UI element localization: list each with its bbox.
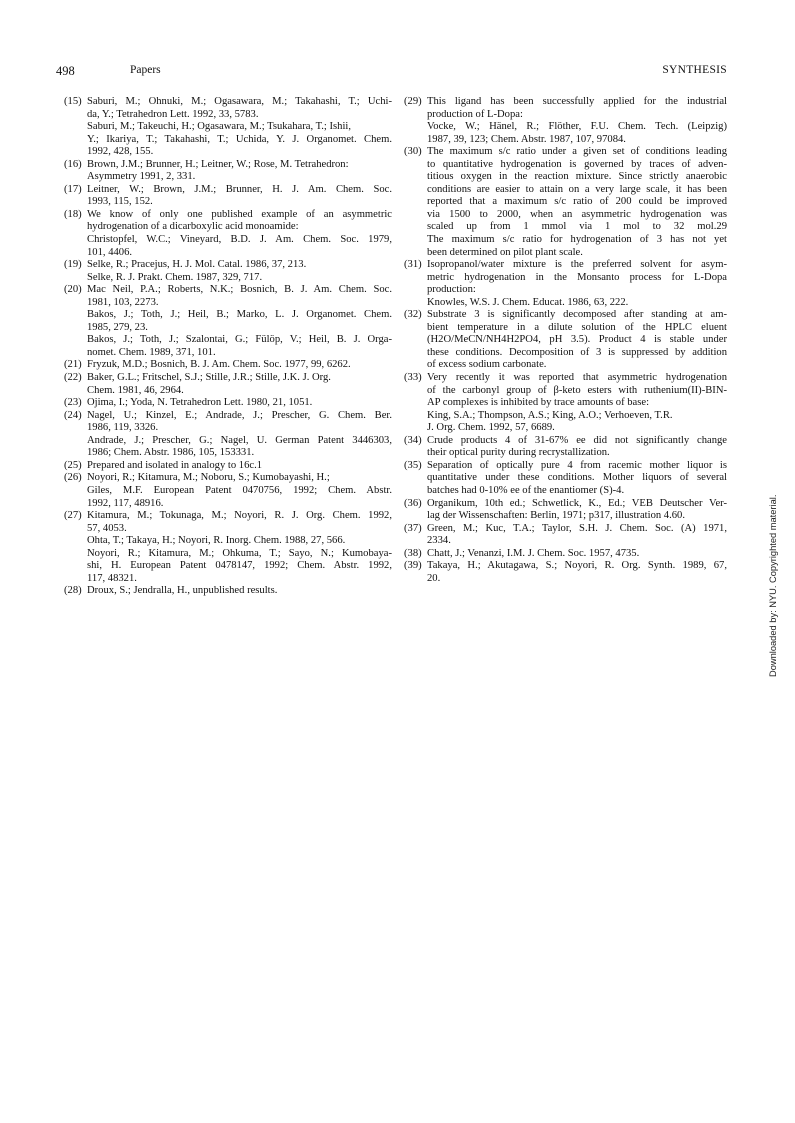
reference-number: (38)	[404, 547, 422, 559]
reference-text	[87, 96, 392, 159]
reference-line: of the carbonyl group of β-keto esters with ruthenium(II)-BIN-	[427, 384, 727, 396]
reference-text	[87, 359, 392, 372]
reference-text	[427, 560, 727, 585]
reference-entry	[64, 410, 392, 460]
reference-entry	[404, 146, 727, 259]
reference-text	[427, 523, 727, 548]
reference-line: Noyori, R.; Kitamura, M.; Noboru, S.; Kumobayashi, H.;	[87, 472, 330, 484]
reference-line: 57, 4053.	[87, 522, 127, 534]
reference-text	[87, 184, 392, 209]
reference-line: Crude products 4 of 31-67% ee did not significantly change	[427, 434, 727, 446]
reference-line: Vocke, W.; Hänel, R.; Flöther, F.U. Chem. Tech. (Leipzig)	[427, 121, 727, 133]
reference-number: (16)	[64, 158, 82, 170]
reference-entry	[404, 309, 727, 372]
reference-line: Organikum, 10th ed.; Schwetlick, K., Ed.; VEB Deutscher Ver-	[427, 497, 727, 509]
reference-entry	[404, 435, 727, 460]
reference-number: (35)	[404, 459, 422, 471]
reference-text	[427, 372, 727, 435]
reference-text	[87, 472, 392, 510]
reference-entry	[404, 372, 727, 435]
reference-line: The maximum s/c ratio under a given set of conditions leading	[427, 146, 727, 158]
reference-line: 1985, 279, 23.	[87, 321, 148, 333]
reference-number: (28)	[64, 585, 82, 597]
reference-text	[427, 309, 727, 372]
reference-line: (H2O/MeCN/NH4H2PO4, pH 3.5). Product 4 is stable under	[427, 334, 727, 346]
reference-line: titious oxygen in the reaction mixture. Since strictly anaerobic	[427, 171, 727, 183]
reference-text	[87, 372, 392, 397]
reference-line: reported that a maximum s/c ratio of 200 could be improved	[427, 196, 727, 208]
reference-line: 117, 48321.	[87, 572, 137, 584]
reference-entry	[404, 498, 727, 523]
reference-text	[427, 460, 727, 498]
reference-line: AP complexes is inhibited by trace amounts of base:	[427, 397, 650, 409]
reference-text	[427, 96, 727, 146]
reference-line: scaled up from 1 mmol via 1 mol to 32 mol.29	[427, 221, 727, 233]
reference-number: (36)	[404, 497, 422, 509]
reference-number: (26)	[64, 472, 82, 484]
reference-number: (23)	[64, 397, 82, 409]
reference-line: been determined on pilot plant scale.	[427, 246, 583, 258]
reference-line: nomet. Chem. 1989, 371, 101.	[87, 346, 216, 358]
reference-entry	[404, 259, 727, 309]
reference-line: Ojima, I.; Yoda, N. Tetrahedron Lett. 1980, 21, 1051.	[87, 397, 313, 409]
reference-line: these conditions. Decomposition of 3 is suppressed by addition	[427, 346, 727, 358]
reference-line: Selke, R.; Pracejus, H. J. Mol. Catal. 1986, 37, 213.	[87, 259, 307, 271]
reference-line: Saburi, M.; Takeuchi, H.; Ogasawara, M.; Tsukahara, T.; Ishii,	[87, 121, 351, 133]
reference-line: 2334.	[427, 535, 451, 547]
reference-line: Bakos, J.; Toth, J.; Heil, B.; Marko, L. J. Organomet. Chem.	[87, 309, 392, 321]
reference-line: metric hydrogenation in the Monsanto process for L-Dopa	[427, 271, 727, 283]
reference-line: via 1500 to 2000, when an asymmetric hydrogenation was	[427, 208, 727, 220]
reference-line: Christopfel, W.C.; Vineyard, B.D. J. Am. Chem. Soc. 1979,	[87, 234, 392, 246]
reference-line: bient temperature in a dilute solution of the HPLC eluent	[427, 321, 727, 333]
reference-entry	[64, 284, 392, 359]
reference-entry	[64, 585, 392, 598]
reference-text	[87, 209, 392, 259]
reference-text	[427, 259, 727, 309]
reference-number: (17)	[64, 183, 82, 195]
reference-text	[87, 460, 392, 473]
reference-line: shi, H. European Patent 0478147, 1992; Chem. Abstr. 1992,	[87, 560, 392, 572]
reference-entry	[64, 397, 392, 410]
download-notice-text: Downloaded by: NYU. Copyrighted material.	[768, 494, 778, 677]
reference-number: (20)	[64, 284, 82, 296]
reference-number: (30)	[404, 146, 422, 158]
reference-line: 1992, 428, 155.	[87, 146, 154, 158]
reference-line: 20.	[427, 572, 441, 584]
reference-line: 1986; Chem. Abstr. 1986, 105, 153331.	[87, 447, 255, 459]
reference-line: of excess sodium carbonate.	[427, 359, 547, 371]
reference-line: Mac Neil, P.A.; Roberts, N.K.; Bosnich, B. J. Am. Chem. Soc.	[87, 284, 392, 296]
reference-line: J. Org. Chem. 1992, 57, 6689.	[427, 422, 555, 434]
reference-number: (32)	[404, 309, 422, 321]
reference-text	[87, 410, 392, 460]
reference-number: (34)	[404, 434, 422, 446]
reference-line: Knowles, W.S. J. Chem. Educat. 1986, 63, 222.	[427, 296, 629, 308]
reference-entry	[64, 96, 392, 159]
reference-line: 1992, 117, 48916.	[87, 497, 164, 509]
reference-line: Separation of optically pure 4 from racemic mother liquor is	[427, 459, 727, 471]
reference-line: Very recently it was reported that asymmetric hydrogenation	[427, 372, 727, 384]
reference-line: Nagel, U.; Kinzel, E.; Andrade, J.; Prescher, G. Chem. Ber.	[87, 409, 392, 421]
reference-line: quantitative under these conditions. Mother liquors of several	[427, 472, 727, 484]
reference-text	[427, 548, 727, 561]
reference-line: King, S.A.; Thompson, A.S.; King, A.O.; Verhoeven, T.R.	[427, 409, 673, 421]
reference-line: da, Y.; Tetrahedron Lett. 1992, 33, 5783.	[87, 108, 259, 120]
reference-entry	[64, 209, 392, 259]
reference-entry	[64, 510, 392, 585]
reference-entry	[404, 523, 727, 548]
reference-line: Giles, M.F. European Patent 0470756, 1992; Chem. Abstr.	[87, 484, 392, 496]
reference-entry	[64, 372, 392, 397]
reference-text	[87, 585, 392, 598]
reference-entry	[64, 472, 392, 510]
page-number: 498	[56, 64, 75, 78]
reference-line: Droux, S.; Jendralla, H., unpublished results.	[87, 585, 278, 597]
reference-line: Chatt, J.; Venanzi, I.M. J. Chem. Soc. 1957, 4735.	[427, 547, 640, 559]
reference-line: Prepared and isolated in analogy to 16c.1	[87, 459, 263, 471]
reference-text	[87, 159, 392, 184]
reference-number: (22)	[64, 372, 82, 384]
reference-line: hydrogenation of a dicarboxylic acid monoamide:	[87, 221, 299, 233]
reference-number: (27)	[64, 510, 82, 522]
reference-line: Y.; Ikariya, T.; Takahashi, T.; Uchida, Y. J. Organomet. Chem.	[87, 133, 392, 145]
reference-line: production of L-Dopa:	[427, 108, 523, 120]
reference-line: We know of only one published example of an asymmetric	[87, 208, 392, 220]
reference-line: Fryzuk, M.D.; Bosnich, B. J. Am. Chem. Soc. 1977, 99, 6262.	[87, 359, 351, 371]
references-right-column	[404, 96, 727, 585]
reference-line: Selke, R. J. Prakt. Chem. 1987, 329, 717.	[87, 271, 263, 283]
reference-line: 1993, 115, 152.	[87, 196, 153, 208]
reference-line: Noyori, R.; Kitamura, M.; Ohkuma, T.; Sayo, N.; Kumobaya-	[87, 547, 392, 559]
reference-text	[427, 498, 727, 523]
reference-entry	[64, 359, 392, 372]
reference-line: Isopropanol/water mixture is the preferred solvent for asym-	[427, 259, 727, 271]
reference-line: 1986, 119, 3326.	[87, 422, 159, 434]
reference-text	[87, 397, 392, 410]
reference-number: (21)	[64, 359, 82, 371]
reference-number: (33)	[404, 372, 422, 384]
reference-line: batches had 0-10% ee of the enantiomer (S)-4.	[427, 484, 625, 496]
reference-number: (37)	[404, 522, 422, 534]
reference-number: (29)	[404, 96, 422, 107]
reference-line: 1981, 103, 2273.	[87, 296, 159, 308]
reference-number: (24)	[64, 409, 82, 421]
reference-line: production:	[427, 284, 476, 296]
reference-line: Leitner, W.; Brown, J.M.; Brunner, H. J. Am. Chem. Soc.	[87, 183, 392, 195]
reference-number: (39)	[404, 560, 422, 572]
reference-line: lag der Wissenschaften: Berlin, 1971; p317, illustration 4.60.	[427, 510, 685, 522]
reference-number: (31)	[404, 259, 422, 271]
reference-line: This ligand has been successfully applied for the industrial	[427, 96, 727, 107]
reference-line: to quantitative hydrogenation is governed by traces of adven-	[427, 158, 727, 170]
reference-line: Ohta, T.; Takaya, H.; Noyori, R. Inorg. Chem. 1988, 27, 566.	[87, 535, 346, 547]
reference-entry	[64, 184, 392, 209]
reference-entry	[404, 560, 727, 585]
reference-line: Chem. 1981, 46, 2964.	[87, 384, 184, 396]
reference-entry	[64, 460, 392, 473]
reference-line: 1987, 39, 123; Chem. Abstr. 1987, 107, 97084.	[427, 133, 626, 145]
reference-line: Takaya, H.; Akutagawa, S.; Noyori, R. Org. Synth. 1989, 67,	[427, 560, 727, 572]
reference-entry	[64, 159, 392, 184]
reference-text	[427, 435, 727, 460]
reference-line: Kitamura, M.; Tokunaga, M.; Noyori, R. J. Org. Chem. 1992,	[87, 510, 392, 522]
reference-line: The maximum s/c ratio for hydrogenation of 3 has not yet	[427, 234, 727, 246]
reference-text	[87, 259, 392, 284]
reference-line: Brown, J.M.; Brunner, H.; Leitner, W.; Rose, M. Tetrahedron:	[87, 158, 349, 170]
reference-line: Saburi, M.; Ohnuki, M.; Ogasawara, M.; Takahashi, T.; Uchi-	[87, 96, 392, 107]
reference-line: Baker, G.L.; Fritschel, S.J.; Stille, J.R.; Stille, J.K. J. Org.	[87, 372, 331, 384]
reference-number: (25)	[64, 459, 82, 471]
reference-entry	[64, 259, 392, 284]
reference-line: Andrade, J.; Prescher, G.; Nagel, U. German Patent 3446303,	[87, 434, 392, 446]
download-notice	[765, 437, 781, 677]
reference-entry	[404, 96, 727, 146]
reference-text	[87, 284, 392, 359]
page-header	[56, 64, 727, 82]
section-name: Papers	[130, 64, 161, 76]
reference-line: conditions are easier to attain on a very large scale, it has been	[427, 183, 727, 195]
reference-line: their optical purity during recrystallization.	[427, 447, 610, 459]
references-left-column	[64, 96, 392, 598]
reference-line: Asymmetry 1991, 2, 331.	[87, 171, 196, 183]
journal-name: SYNTHESIS	[662, 64, 727, 76]
reference-line: Substrate 3 is significantly decomposed after standing at am-	[427, 309, 727, 321]
reference-entry	[404, 548, 727, 561]
reference-line: 101, 4406.	[87, 246, 133, 258]
reference-number: (15)	[64, 96, 82, 107]
reference-line: Green, M.; Kuc, T.A.; Taylor, S.H. J. Chem. Soc. (A) 1971,	[427, 522, 727, 534]
reference-text	[87, 510, 392, 585]
reference-number: (18)	[64, 208, 82, 220]
reference-line: Bakos, J.; Toth, J.; Szalontai, G.; Fülöp, V.; Heil, B. J. Orga-	[87, 334, 392, 346]
reference-text	[427, 146, 727, 259]
reference-entry	[404, 460, 727, 498]
reference-number: (19)	[64, 259, 82, 271]
